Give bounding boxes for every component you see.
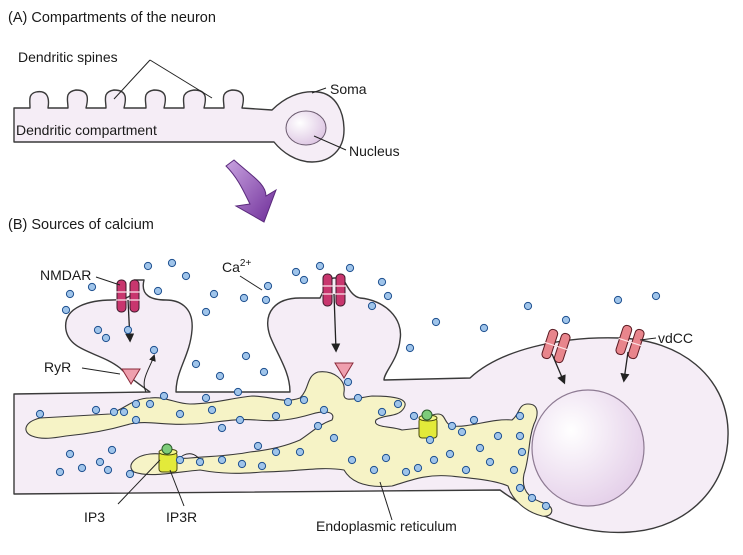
- calcium-ion-icon: [238, 460, 245, 467]
- calcium-ion-icon: [262, 296, 269, 303]
- calcium-ion-icon: [382, 454, 389, 461]
- calcium-ion-icon: [480, 324, 487, 331]
- calcium-ion-icon: [94, 326, 101, 333]
- calcium-ion-icon: [320, 406, 327, 413]
- panel-b: [8, 217, 728, 534]
- calcium-ion-icon: [378, 278, 385, 285]
- zoom-arrow-icon: [226, 160, 276, 222]
- calcium-ion-icon: [144, 262, 151, 269]
- calcium-ion-icon: [208, 406, 215, 413]
- calcium-ion-icon: [132, 400, 139, 407]
- calcium-ion-icon: [470, 416, 477, 423]
- calcium-ion-icon: [448, 422, 455, 429]
- calcium-ion-icon: [254, 442, 261, 449]
- calcium-ion-icon: [120, 408, 127, 415]
- calcium-ion-icon: [108, 446, 115, 453]
- calcium-ion-icon: [384, 292, 391, 299]
- panel-a-title: (A) Compartments of the neuron: [8, 10, 216, 26]
- calcium-ion-icon: [432, 318, 439, 325]
- calcium-ion-icon: [426, 436, 433, 443]
- calcium-ion-icon: [182, 272, 189, 279]
- calcium-ion-icon: [218, 456, 225, 463]
- calcium-ion-icon: [314, 422, 321, 429]
- calcium-ion-icon: [410, 412, 417, 419]
- panel-b-title: (B) Sources of calcium: [8, 217, 154, 233]
- calcium-ion-icon: [486, 458, 493, 465]
- calcium-ion-icon: [92, 406, 99, 413]
- label-soma: Soma: [330, 81, 367, 97]
- calcium-ion-icon: [462, 466, 469, 473]
- calcium-ion-icon: [458, 428, 465, 435]
- calcium-ion-icon: [414, 464, 421, 471]
- calcium-ion-icon: [124, 326, 131, 333]
- calcium-ion-icon: [56, 468, 63, 475]
- calcium-ion-icon: [348, 456, 355, 463]
- calcium-ion-icon: [236, 416, 243, 423]
- calcium-ion-icon: [176, 410, 183, 417]
- label-ryr: RyR: [44, 359, 72, 375]
- calcium-ion-icon: [132, 416, 139, 423]
- calcium-ion-icon: [78, 464, 85, 471]
- soma-nucleus: [532, 390, 644, 506]
- calcium-ion-icon: [168, 259, 175, 266]
- calcium-ion-icon: [614, 296, 621, 303]
- calcium-ion-icon: [202, 394, 209, 401]
- calcium-ion-icon: [234, 388, 241, 395]
- calcium-ion-icon: [146, 400, 153, 407]
- calcium-ion-icon: [316, 262, 323, 269]
- calcium-ion-icon: [210, 290, 217, 297]
- calcium-ion-icon: [344, 378, 351, 385]
- label-nmdar: NMDAR: [40, 267, 92, 283]
- calcium-ion-icon: [104, 466, 111, 473]
- calcium-ion-icon: [192, 360, 199, 367]
- calcium-ion-icon: [394, 400, 401, 407]
- calcium-ion-icon: [240, 294, 247, 301]
- calcium-ion-icon: [354, 394, 361, 401]
- calcium-ion-icon: [516, 484, 523, 491]
- calcium-ion-icon: [36, 410, 43, 417]
- calcium-ion-icon: [242, 352, 249, 359]
- calcium-ion-icon: [494, 432, 501, 439]
- calcium-ion-icon: [346, 264, 353, 271]
- ip3-molecule-icon: [162, 444, 172, 454]
- calcium-ion-icon: [202, 308, 209, 315]
- label-vdcc: vdCC: [658, 330, 694, 346]
- calcium-ion-icon: [88, 283, 95, 290]
- calcium-ion-icon: [110, 408, 117, 415]
- calcium-ion-icon: [516, 412, 523, 419]
- calcium-ion-icon: [196, 458, 203, 465]
- calcium-ion-icon: [368, 302, 375, 309]
- calcium-ion-icon: [296, 448, 303, 455]
- label-endoplasmic-reticulum: Endoplasmic reticulum: [316, 518, 457, 534]
- calcium-ion-icon: [330, 434, 337, 441]
- calcium-ion-icon: [542, 502, 549, 509]
- calcium-ion-icon: [378, 408, 385, 415]
- label-dendritic-compartment: Dendritic compartment: [16, 122, 157, 138]
- panel-a-nucleus: [286, 111, 326, 145]
- calcium-ion-icon: [272, 412, 279, 419]
- calcium-ion-icon: [300, 276, 307, 283]
- label-ip3r: IP3R: [166, 509, 198, 525]
- calcium-ion-icon: [446, 450, 453, 457]
- calcium-ion-icon: [216, 372, 223, 379]
- calcium-ion-icon: [96, 458, 103, 465]
- calcium-ion-icon: [126, 470, 133, 477]
- label-dendritic-spines: Dendritic spines: [18, 49, 118, 65]
- calcium-ion-icon: [272, 448, 279, 455]
- calcium-ion-icon: [516, 432, 523, 439]
- calcium-ion-icon: [218, 424, 225, 431]
- calcium-ion-icon: [160, 392, 167, 399]
- calcium-ion-icon: [154, 287, 161, 294]
- calcium-ion-icon: [260, 368, 267, 375]
- calcium-ion-icon: [406, 344, 413, 351]
- calcium-ion-icon: [150, 346, 157, 353]
- calcium-ion-icon: [524, 302, 531, 309]
- calcium-ion-icon: [370, 466, 377, 473]
- calcium-ion-icon: [176, 456, 183, 463]
- calcium-ion-icon: [510, 466, 517, 473]
- label-nucleus: Nucleus: [349, 143, 400, 159]
- calcium-ion-icon: [102, 334, 109, 341]
- calcium-ion-icon: [562, 316, 569, 323]
- calcium-ion-icon: [476, 444, 483, 451]
- calcium-ion-icon: [300, 396, 307, 403]
- calcium-ion-icon: [292, 268, 299, 275]
- calcium-ion-icon: [62, 306, 69, 313]
- panel-a: [8, 10, 400, 162]
- calcium-ion-icon: [258, 462, 265, 469]
- calcium-ion-icon: [264, 282, 271, 289]
- calcium-ion-icon: [66, 290, 73, 297]
- calcium-ion-icon: [528, 494, 535, 501]
- label-ca: $Ca^{2+}$: [222, 258, 252, 275]
- calcium-ion-icon: [402, 468, 409, 475]
- calcium-ion-icon: [66, 450, 73, 457]
- calcium-ion-icon: [284, 398, 291, 405]
- calcium-ion-icon: [652, 292, 659, 299]
- ip3-molecule-icon: [422, 410, 432, 420]
- calcium-ion-icon: [518, 448, 525, 455]
- calcium-ion-icon: [430, 456, 437, 463]
- label-ip3: IP3: [84, 509, 106, 525]
